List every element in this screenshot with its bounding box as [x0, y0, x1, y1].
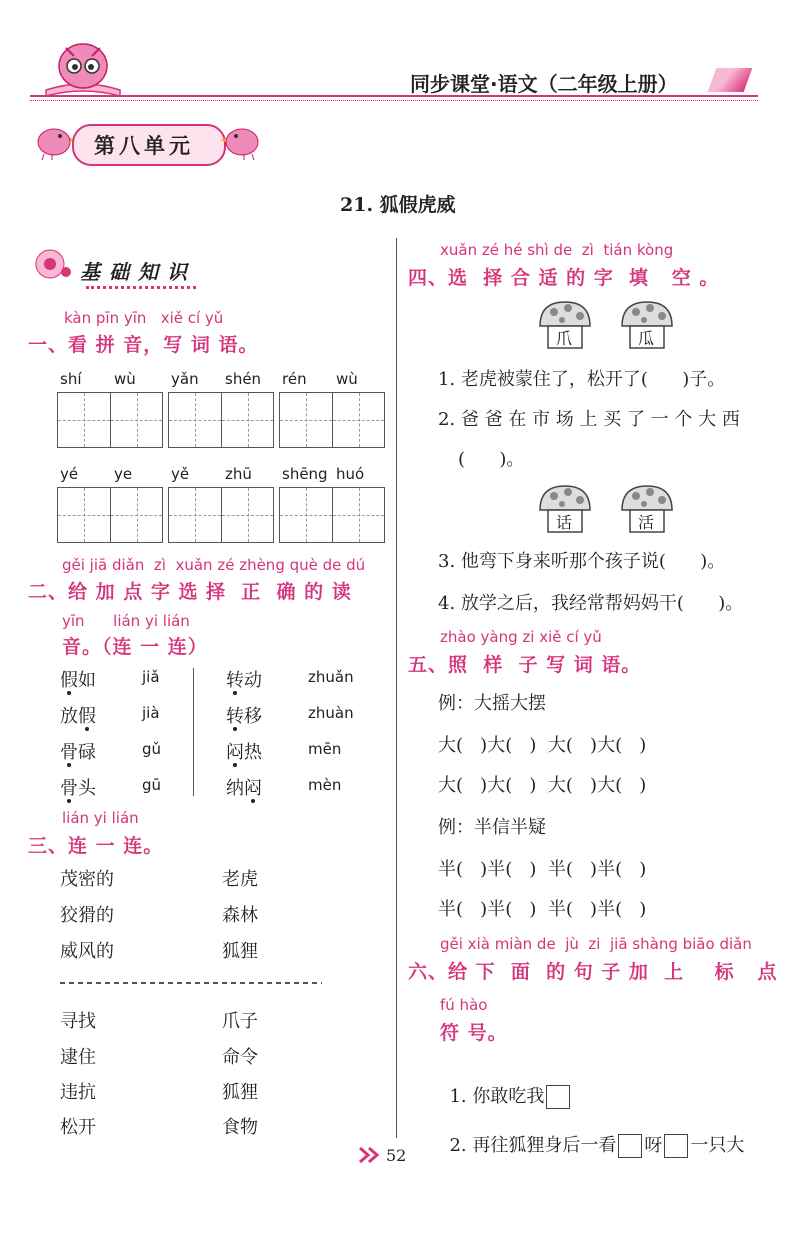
q2-pinyin-option[interactable]: jià — [142, 704, 160, 722]
q1-pinyin-syllable: shēng — [282, 465, 328, 483]
header-stripe — [708, 68, 753, 92]
q6-sentence-1-text: 1. 你敢吃我 — [449, 1086, 545, 1107]
q6-sentence-2-text: 呀 — [644, 1135, 663, 1156]
emphasis-dot — [67, 799, 71, 803]
q2-pinyin-2: yīn lián yi lián — [62, 612, 190, 630]
q6-sentence-2 — [438, 1110, 744, 1158]
q6-pinyin-2: fú hào — [440, 996, 488, 1014]
q3-left-item[interactable]: 违抗 — [60, 1082, 96, 1103]
writing-grid[interactable] — [168, 392, 274, 448]
q2-word: 纳闷 — [226, 778, 262, 799]
writing-grid[interactable] — [168, 487, 274, 543]
q2-pinyin-option[interactable]: zhuàn — [308, 704, 354, 722]
q4-sentence-2[interactable]: 2. 爸 爸 在 市 场 上 买 了 一 个 大 西 — [438, 409, 740, 430]
q2-word: 骨碌 — [60, 742, 96, 763]
punctuation-box[interactable] — [618, 1134, 642, 1158]
q2-pinyin-option[interactable]: mèn — [308, 776, 342, 794]
q4-sentence-3[interactable]: 3. 他弯下身来听那个孩子说( )。 — [438, 551, 726, 572]
q4-sentence-4[interactable]: 4. 放学之后，我经常帮妈妈干( )。 — [438, 593, 744, 614]
q4-sentence-1[interactable]: 1. 老虎被蒙住了，松开了( )子。 — [438, 369, 726, 390]
q1-pinyin-syllable: huó — [336, 465, 365, 483]
flower-icon — [30, 244, 80, 288]
q6-sentence-2-text: 一只大 — [690, 1135, 745, 1156]
double-chevron-icon — [358, 1146, 382, 1168]
q3-pinyin: lián yi lián — [62, 809, 139, 827]
q2-heading-2: 音。（连 一 连） — [62, 636, 208, 658]
q6-heading-2: 符 号。 — [440, 1022, 508, 1044]
q1-pinyin-syllable: rén — [282, 370, 307, 388]
q3-right-item[interactable]: 狐狸 — [222, 1082, 258, 1103]
q4-heading: 四、选 择 合 适 的 字 填 空 。 — [408, 267, 720, 289]
emphasis-dot — [233, 763, 237, 767]
q3-right-item[interactable]: 爪子 — [222, 1011, 258, 1032]
q3-right-item[interactable]: 命令 — [222, 1047, 258, 1068]
q5-line[interactable]: 半( )半( ) 半( )半( ) — [438, 859, 647, 880]
q2-pinyin-option[interactable]: gǔ — [142, 740, 162, 758]
q1-pinyin-syllable: wù — [114, 370, 136, 388]
q1-pinyin-syllable: ye — [114, 465, 133, 483]
q1-pinyin-syllable: yě — [171, 465, 190, 483]
q3-separator — [60, 982, 322, 984]
q5-example-2: 例：半信半疑 — [438, 817, 546, 838]
q1-heading: 一、看 拼 音，写 词 语。 — [28, 334, 259, 356]
q3-left-item[interactable]: 逮住 — [60, 1047, 96, 1068]
q5-pinyin: zhào yàng zi xiě cí yǔ — [440, 628, 602, 646]
emphasis-dot — [67, 763, 71, 767]
q3-left-item[interactable]: 茂密的 — [60, 869, 114, 890]
q6-sentence-2-text: 2. 再往狐狸身后一看 — [449, 1135, 617, 1156]
header-line-dots — [30, 100, 758, 101]
writing-grid[interactable] — [279, 487, 385, 543]
q3-right-item[interactable]: 老虎 — [222, 869, 258, 890]
mushroom-char: 爪 — [556, 329, 573, 348]
q1-pinyin-syllable: shén — [225, 370, 262, 388]
q2-pinyin-option[interactable]: jiǎ — [142, 668, 160, 686]
emphasis-dot — [251, 799, 255, 803]
q3-right-item[interactable]: 狐狸 — [222, 941, 258, 962]
emphasis-dot — [85, 727, 89, 731]
bird-left-icon — [30, 120, 76, 164]
emphasis-dot — [233, 691, 237, 695]
q1-pinyin-syllable: wù — [336, 370, 358, 388]
q3-left-item[interactable]: 狡猾的 — [60, 905, 114, 926]
q5-line[interactable]: 大( )大( ) 大( )大( ) — [438, 735, 647, 756]
q2-word: 转移 — [226, 706, 262, 727]
q2-heading-1: 二、给 加 点 字 选 择 正 确 的 读 — [28, 581, 352, 603]
writing-grid[interactable] — [279, 392, 385, 448]
writing-grid[interactable] — [57, 487, 163, 543]
q1-pinyin: kàn pīn yīn xiě cí yǔ — [64, 309, 224, 327]
lesson-title: 21. 狐假虎威 — [340, 194, 456, 216]
q1-pinyin-syllable: yé — [60, 465, 79, 483]
unit-title: 第八单元 — [94, 133, 194, 158]
q4-sentence-2-cont[interactable]: ( )。 — [458, 449, 525, 470]
punctuation-box[interactable] — [664, 1134, 688, 1158]
q3-right-item[interactable]: 森林 — [222, 905, 258, 926]
q5-example-1: 例：大摇大摆 — [438, 693, 546, 714]
mushroom-char: 瓜 — [638, 329, 655, 348]
q1-pinyin-syllable: shí — [60, 370, 82, 388]
q5-line[interactable]: 大( )大( ) 大( )大( ) — [438, 775, 647, 796]
q3-heading: 三、连 一 连。 — [28, 835, 164, 857]
header-title: 同步课堂·语文（二年级上册） — [410, 72, 678, 96]
q2-pinyin-option[interactable]: gū — [142, 776, 162, 794]
badge-dots — [86, 286, 196, 289]
q3-left-item[interactable]: 威风的 — [60, 941, 114, 962]
q3-right-item[interactable]: 食物 — [222, 1117, 258, 1138]
writing-grid[interactable] — [57, 392, 163, 448]
q2-word: 假如 — [60, 670, 96, 691]
q2-word: 转动 — [226, 670, 262, 691]
mushroom-char: 活 — [638, 513, 655, 532]
q5-heading: 五、照 样 子 写 词 语。 — [408, 654, 642, 676]
q6-pinyin-1: gěi xià miàn de jù zi jiā shàng biāo diǎn — [440, 935, 752, 953]
page-number: 52 — [386, 1146, 407, 1165]
q1-pinyin-syllable: yǎn — [171, 370, 199, 388]
q2-word: 放假 — [60, 706, 96, 727]
q2-word: 骨头 — [60, 778, 96, 799]
bird-right-icon — [220, 120, 266, 164]
emphasis-dot — [233, 727, 237, 731]
q2-word: 闷热 — [226, 742, 262, 763]
q3-left-item[interactable]: 松开 — [60, 1117, 96, 1138]
punctuation-box[interactable] — [546, 1085, 570, 1109]
q2-divider — [193, 668, 194, 796]
q6-heading-1: 六、给 下 面 的 句 子 加 上 标 点 — [408, 961, 778, 983]
emphasis-dot — [67, 691, 71, 695]
q5-line[interactable]: 半( )半( ) 半( )半( ) — [438, 899, 647, 920]
column-divider — [396, 238, 397, 1138]
q6-sentence-1 — [438, 1061, 572, 1109]
q2-pinyin-option[interactable]: zhuǎn — [308, 668, 354, 686]
q2-pinyin-option[interactable]: mēn — [308, 740, 342, 758]
mushroom-char: 话 — [556, 513, 573, 532]
q2-pinyin-1: gěi jiā diǎn zì xuǎn zé zhèng què de dú — [62, 556, 366, 574]
section-badge: 基础知识 — [80, 260, 196, 284]
q3-left-item[interactable]: 寻找 — [60, 1011, 96, 1032]
q4-pinyin: xuǎn zé hé shì de zì tián kòng — [440, 241, 674, 259]
header-logo — [38, 38, 128, 100]
q1-pinyin-syllable: zhū — [225, 465, 252, 483]
